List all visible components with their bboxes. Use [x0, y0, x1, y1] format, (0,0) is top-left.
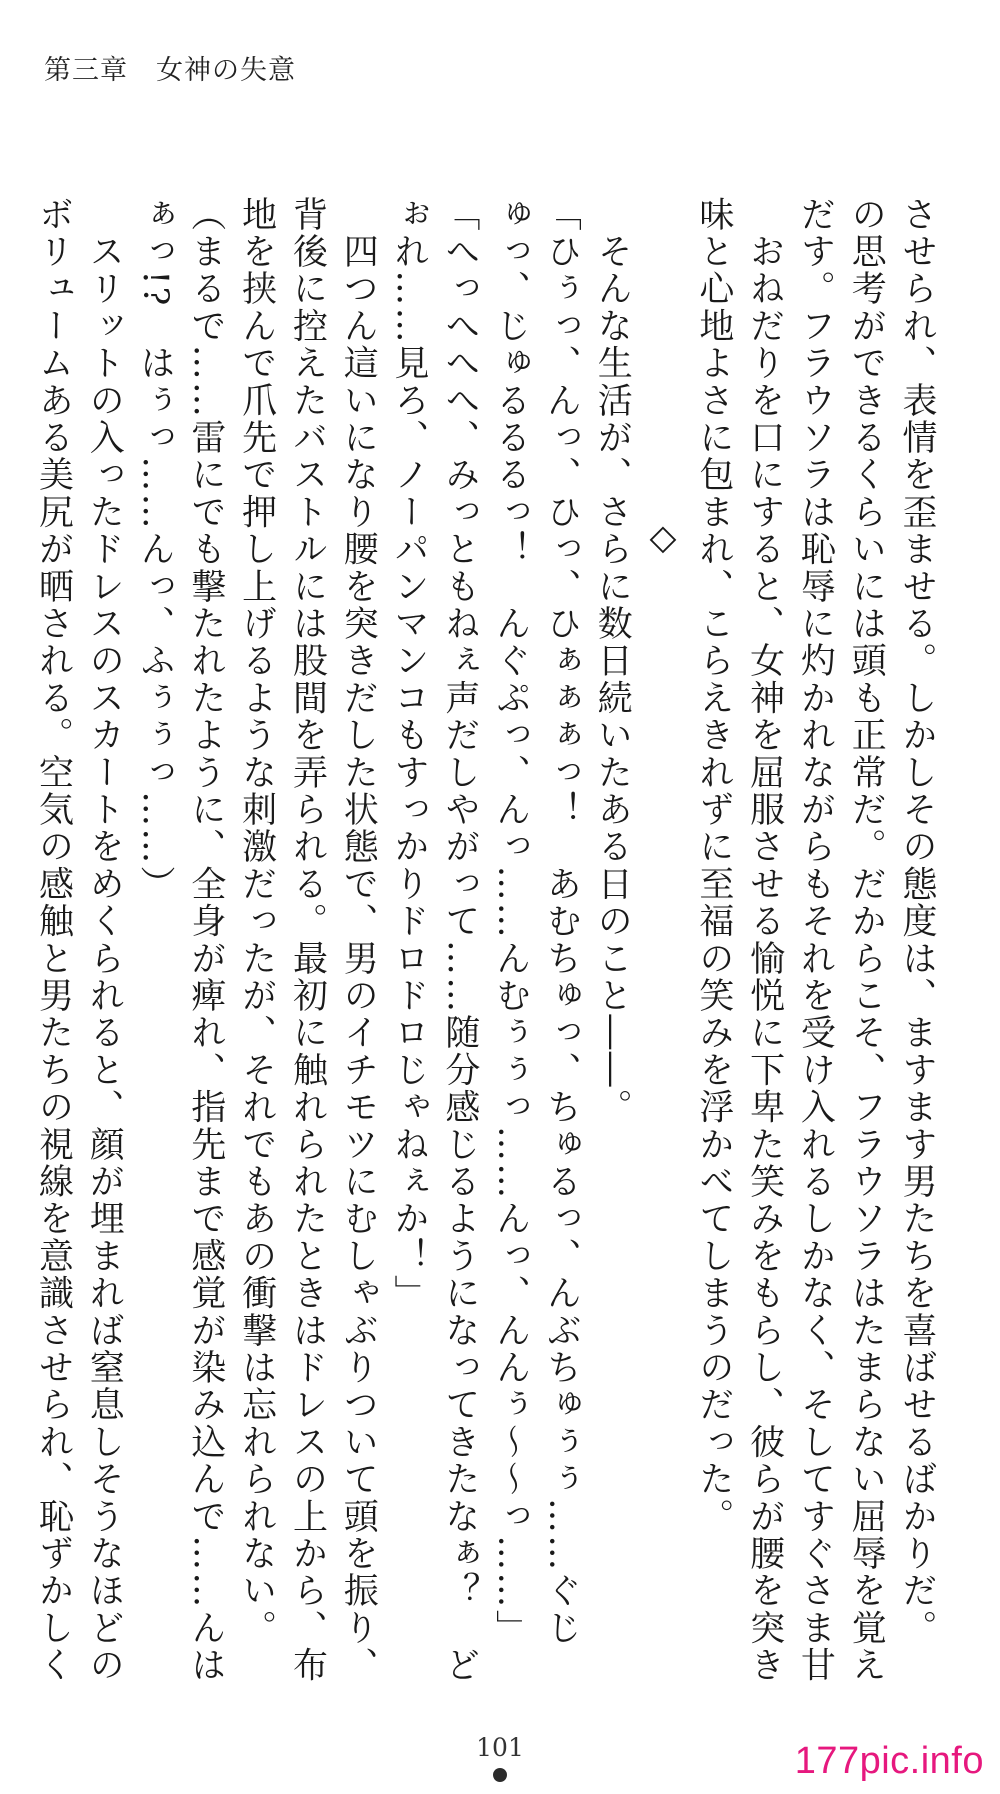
text-line: 地を挟んで爪先で押し上げるような刺激だったが、それでもあの衝撃は忘れられない。: [236, 196, 277, 1647]
text-line: そんな生活が、さらに数日続いたある日のこと――。: [592, 196, 633, 1126]
text-line: させられ、表情を歪ませる。しかしその態度は、ますます男たちを喜ばせるばかりだ。: [897, 196, 937, 1647]
text-line: ボリュームある美尻が晒される。空気の感触と男たちの視線を意識させられ、恥ずかしく: [33, 196, 74, 1684]
text-line: おねだりを口にすると、女神を屈服させる愉悦に下卑た笑みをもらし、彼らが腰を突き: [744, 196, 785, 1684]
text-line: 「ひぅっ、んっ、ひっ、ひぁぁぁっ！ あむちゅっ、ちゅるっ、んぶちゅぅぅ……ぐじ: [541, 196, 582, 1647]
text-line: ぉれ……見ろ、ノーパンマンコもすっかりドロドロじゃねぇか！」: [389, 196, 430, 1312]
site-watermark: 177pic.info: [794, 1740, 984, 1782]
text-line: 背後に控えたバストルには股間を弄られる。最初に触れられたときはドレスの上から、布: [287, 196, 328, 1684]
text-line: 「へっへへへ、みっともねぇ声だしやがって……随分感じるようになってきたなぁ？ ど: [439, 196, 480, 1684]
text-line: （まるで……雷にでも撃たれたように、全身が痺れ、指先まで感覚が染み込んで……んは: [185, 196, 226, 1684]
text-line: スリットの入ったドレスのスカートをめくられると、顔が埋まれば窒息しそうなほどの: [84, 196, 125, 1684]
text-line: ゅっ、じゅるるるっ！ んぐぷっ、んっ……んむぅぅっ……んっ、んんぅ～～っ……」: [490, 196, 531, 1647]
scene-break-diamond: ◇: [643, 518, 684, 561]
text-line: 味と心地よさに包まれ、こらえきれずに至福の笑みを浮かべてしまうのだった。: [693, 196, 734, 1536]
text-line: だす。フラウソラは恥辱に灼かれながらもそれを受け入れるしかなく、そしてすぐさま甘: [795, 196, 836, 1684]
vertical-body-text: [33, 196, 942, 1684]
text-line: の思考ができるくらいには頭も正常だ。だからこそ、フラウソラはたまらない屈辱を覚え: [846, 196, 887, 1684]
chapter-running-head: 第三章 女神の失意: [44, 55, 296, 86]
page-ornament-dot: [493, 1768, 507, 1782]
text-line: 四つん這いになり腰を突きだした状態で、男のイチモツにむしゃぶりついて頭を振り、: [338, 196, 379, 1684]
text-line: ぁっ!? はぅっ……んっ、ふぅぅっ……）: [135, 196, 176, 903]
page-number: 101: [476, 1733, 524, 1762]
